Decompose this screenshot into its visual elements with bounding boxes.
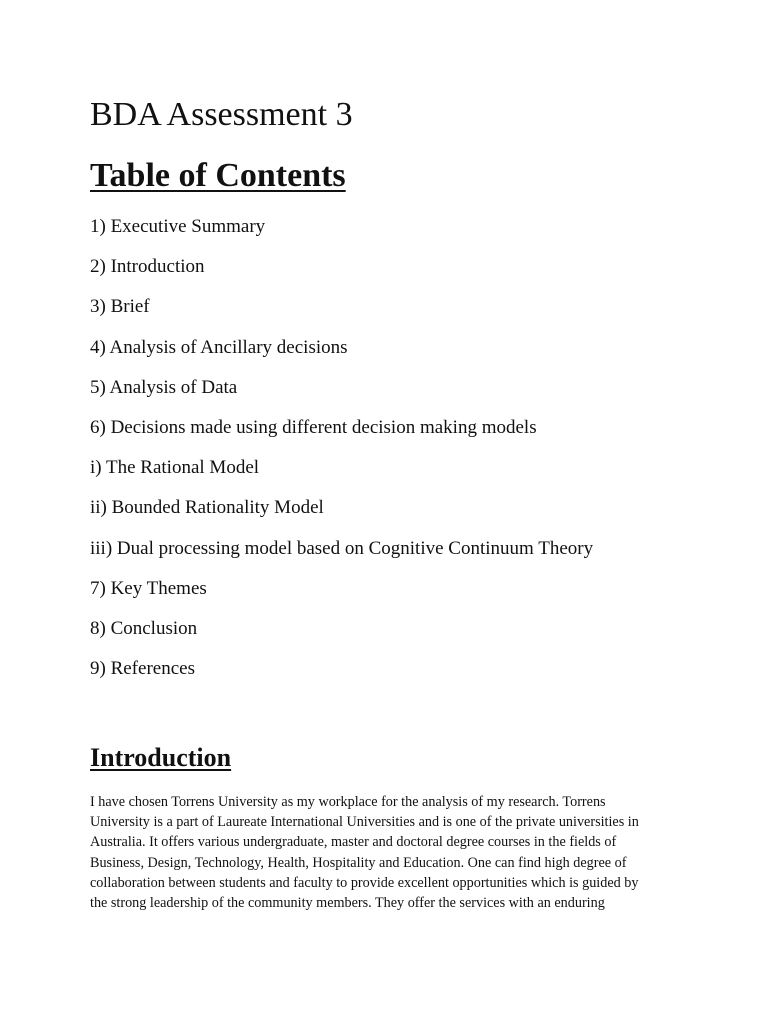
introduction-heading: Introduction [90,743,232,772]
document-title: BDA Assessment 3 [90,96,353,133]
introduction-paragraph [90,792,686,913]
toc-item: 9) References [90,658,195,680]
toc-item: 8) Conclusion [90,617,198,639]
paragraph-line: the strong leadership of the community members. They offer the services with an enduring [90,895,605,912]
toc-item: 5) Analysis of Data [90,376,238,398]
toc-item: 2) Introduction [90,256,205,278]
toc-item: 4) Analysis of Ancillary decisions [90,336,348,358]
toc-item: 1) Executive Summary [90,216,266,237]
toc-item: ii) Bounded Rationality Model [90,497,324,519]
toc-item: 6) Decisions made using different decision making models [90,416,537,438]
paragraph-line: I have chosen Torrens University as my workplace for the analysis of my research. Torrens [90,794,606,810]
table-of-contents [90,212,593,694]
toc-heading: Table of Contents [90,157,346,194]
paragraph-line: Business, Design, Technology, Health, Hospitality and Education. One can find high degree of [90,854,627,871]
toc-item: i) The Rational Model [90,457,260,479]
toc-item: 7) Key Themes [90,577,207,599]
paragraph-line: University is a part of Laureate International Universities and is one of the private universities in [90,814,639,831]
paragraph-line: collaboration between students and faculty to provide excellent opportunities which is guided by [90,874,639,891]
toc-item: 3) Brief [90,296,150,318]
paragraph-line: Australia. It offers various undergraduate, master and doctoral degree courses in the fields of [90,834,617,851]
toc-item: iii) Dual processing model based on Cognitive Continuum Theory [90,537,594,559]
